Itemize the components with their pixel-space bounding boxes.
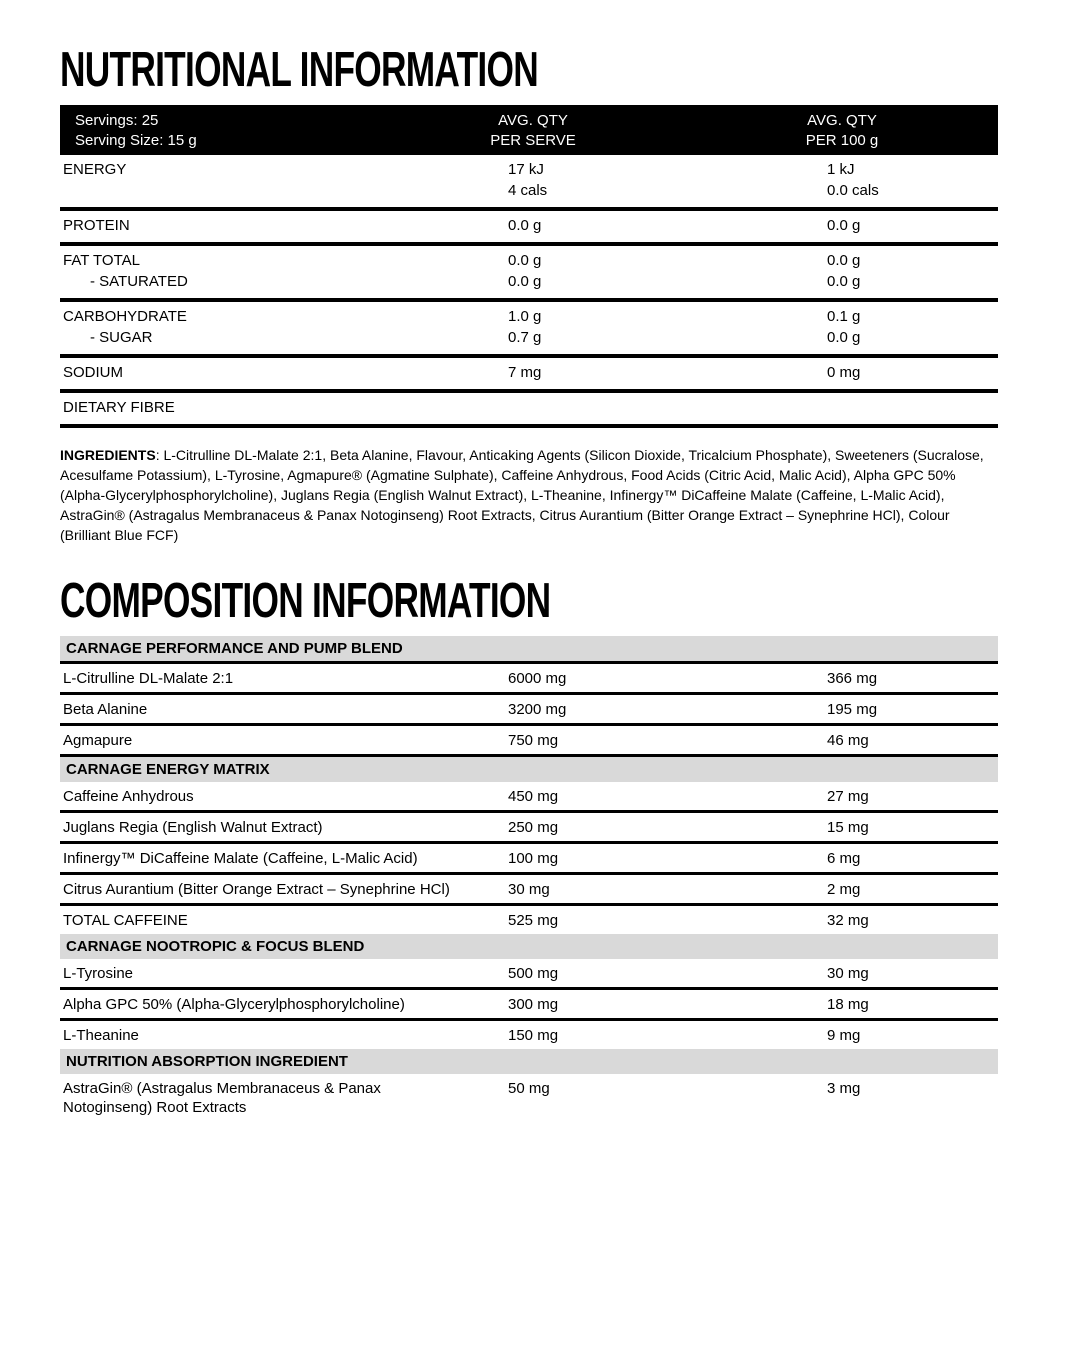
row-label bbox=[60, 250, 508, 292]
per-100g-value: 2 mg bbox=[827, 881, 861, 898]
per-serve-line2: PER SERVE bbox=[490, 132, 576, 149]
ingredient-label: Juglans Regia (English Walnut Extract) bbox=[63, 819, 323, 836]
row-per-serve bbox=[508, 397, 827, 418]
per-100g-value: 3 mg bbox=[827, 1080, 861, 1097]
ingredient-label: L-Theanine bbox=[63, 1027, 139, 1044]
col-header-per-serve bbox=[490, 111, 576, 151]
row-per-100g: 0.0 g bbox=[827, 217, 861, 234]
value: 0.0 g bbox=[508, 273, 542, 290]
composition-row bbox=[60, 875, 998, 903]
col-header-per-100g bbox=[806, 111, 879, 151]
section-header-nootropic-focus-blend: CARNAGE NOOTROPIC & FOCUS BLEND bbox=[60, 934, 998, 959]
composition-row-astragin bbox=[60, 1074, 998, 1121]
nutrition-row-fat bbox=[60, 246, 998, 298]
ingredients-paragraph bbox=[60, 445, 998, 545]
ingredient-label: Citrus Aurantium (Bitter Orange Extract – Synephrine HCl) bbox=[63, 881, 450, 898]
value: 0.0 g bbox=[827, 273, 861, 290]
ingredient-label: Beta Alanine bbox=[63, 701, 148, 718]
section-header-nutrition-absorption: NUTRITION ABSORPTION INGREDIENT bbox=[60, 1049, 998, 1074]
sub-label-line: - SUGAR bbox=[90, 329, 153, 346]
row-per-serve bbox=[508, 306, 827, 348]
composition-table bbox=[60, 636, 998, 1121]
per-serve-value: 150 mg bbox=[508, 1027, 559, 1044]
per-serve-value: 525 mg bbox=[508, 912, 559, 929]
per-serve-value: 30 mg bbox=[508, 881, 550, 898]
composition-row bbox=[60, 813, 998, 841]
row-label: SODIUM bbox=[63, 364, 123, 381]
ingredient-label: AstraGin® (Astragalus Membranaceus & Panax Notoginseng) Root Extracts bbox=[63, 1080, 381, 1116]
servings-text: Servings: 25 bbox=[75, 112, 159, 129]
composition-row bbox=[60, 1021, 998, 1049]
per-serve-line1: AVG. QTY bbox=[498, 112, 568, 129]
composition-row bbox=[60, 782, 998, 810]
ingredients-text: : L-Citrulline DL-Malate 2:1, Beta Alanine, Flavour, Anticaking Agents (Silicon Dioxide, Tricalcium Phosphate), Sweeteners (Sucralose, Acesulfame Potassium), L-Tyrosine, Agmapure® (Agmatine Sulphate), Caffeine Anhydrous, Food Acids (Citric Acid, Malic Acid), Alpha GPC 50% (Alpha-Glycerylphosphorylcholine), Juglans Regia (English Walnut Extract), L-Theanine, Infinergy™ DiCaffeine Malate (Caffeine, L-Malic Acid), AstraGin® (Astragalus Membranaceus & Panax Notoginseng) Root Extracts, Citrus Aurantium (Bitter Orange Extract – Synephrine HCl), Colour (Brilliant Blue FCF) bbox=[60, 447, 984, 543]
per-serve-value: 3200 mg bbox=[508, 701, 567, 718]
nutrition-row-energy bbox=[60, 155, 998, 207]
value: 0.0 g bbox=[508, 252, 542, 269]
label-line: FAT TOTAL bbox=[63, 252, 140, 269]
value: 0.0 cals bbox=[827, 182, 879, 199]
row-per-serve bbox=[508, 159, 827, 201]
composition-heading bbox=[60, 574, 998, 628]
per-100g-value: 46 mg bbox=[827, 732, 869, 749]
row-per-100g bbox=[827, 250, 998, 292]
row-per-serve bbox=[508, 250, 827, 292]
value: 4 cals bbox=[508, 182, 548, 199]
composition-row bbox=[60, 959, 998, 987]
value: 1 kJ bbox=[827, 161, 855, 178]
per-100g-value: 18 mg bbox=[827, 996, 869, 1013]
row-per-serve: 7 mg bbox=[508, 364, 542, 381]
composition-row bbox=[60, 726, 998, 754]
row-label: PROTEIN bbox=[63, 217, 130, 234]
per-100g-value: 27 mg bbox=[827, 788, 869, 805]
composition-row bbox=[60, 695, 998, 723]
nutrition-row-dietary-fibre bbox=[60, 393, 998, 424]
ingredient-label: Alpha GPC 50% (Alpha-Glycerylphosphorylcholine) bbox=[63, 996, 405, 1013]
per-100g-value: 30 mg bbox=[827, 965, 869, 982]
value: 1.0 g bbox=[508, 308, 542, 325]
section-header-energy-matrix: CARNAGE ENERGY MATRIX bbox=[60, 757, 998, 782]
row-per-100g: 0 mg bbox=[827, 364, 861, 381]
row-per-100g bbox=[827, 397, 998, 418]
per-serve-value: 6000 mg bbox=[508, 670, 567, 687]
per-100g-line2: PER 100 g bbox=[805, 132, 879, 149]
per-serve-value: 500 mg bbox=[508, 965, 559, 982]
ingredient-label: Agmapure bbox=[63, 732, 133, 749]
label-line: CARBOHYDRATE bbox=[63, 308, 187, 325]
nutrition-table-header bbox=[60, 105, 998, 155]
per-100g-value: 15 mg bbox=[827, 819, 869, 836]
nutrition-row-sodium bbox=[60, 358, 998, 389]
per-100g-value: 6 mg bbox=[827, 850, 861, 867]
per-100g-value: 9 mg bbox=[827, 1027, 861, 1044]
ingredient-label: L-Tyrosine bbox=[63, 965, 134, 982]
value: 0.0 g bbox=[827, 329, 861, 346]
ingredient-label: L-Citrulline DL-Malate 2:1 bbox=[63, 670, 234, 687]
per-serve-value: 750 mg bbox=[508, 732, 559, 749]
per-100g-value: 366 mg bbox=[827, 670, 878, 687]
value: 17 kJ bbox=[508, 161, 544, 178]
ingredient-label: Infinergy™ DiCaffeine Malate (Caffeine, L-Malic Acid) bbox=[63, 850, 418, 867]
section-header-performance-pump-blend: CARNAGE PERFORMANCE AND PUMP BLEND bbox=[60, 636, 998, 661]
ingredient-label: Caffeine Anhydrous bbox=[63, 788, 194, 805]
ingredients-label: INGREDIENTS bbox=[60, 447, 156, 463]
composition-row bbox=[60, 664, 998, 692]
row-label: ENERGY bbox=[63, 161, 127, 178]
per-serve-value: 100 mg bbox=[508, 850, 559, 867]
row-per-100g bbox=[827, 306, 998, 348]
nutrition-heading bbox=[60, 43, 998, 97]
serving-info bbox=[75, 111, 197, 151]
per-100g-value: 195 mg bbox=[827, 701, 878, 718]
per-serve-value: 300 mg bbox=[508, 996, 559, 1013]
ingredient-label: TOTAL CAFFEINE bbox=[63, 912, 188, 929]
row-per-serve: 0.0 g bbox=[508, 217, 542, 234]
nutrition-row-protein bbox=[60, 211, 998, 242]
per-serve-value: 50 mg bbox=[508, 1080, 550, 1097]
composition-row-total-caffeine bbox=[60, 906, 998, 934]
value: 0.0 g bbox=[827, 252, 861, 269]
composition-heading-text: COMPOSITION INFORMATION bbox=[60, 574, 551, 628]
row-divider bbox=[60, 424, 998, 428]
value: 0.7 g bbox=[508, 329, 542, 346]
serving-size-text: Serving Size: 15 g bbox=[75, 132, 197, 149]
value: 0.1 g bbox=[827, 308, 861, 325]
row-label bbox=[60, 306, 508, 348]
row-label: DIETARY FIBRE bbox=[63, 399, 175, 416]
per-serve-value: 250 mg bbox=[508, 819, 559, 836]
composition-row bbox=[60, 844, 998, 872]
row-per-100g bbox=[827, 159, 998, 201]
per-serve-value: 450 mg bbox=[508, 788, 559, 805]
composition-row bbox=[60, 990, 998, 1018]
nutrition-heading-text: NUTRITIONAL INFORMATION bbox=[60, 43, 538, 97]
sub-label-line: - SATURATED bbox=[90, 273, 188, 290]
nutrition-table bbox=[60, 105, 998, 428]
per-100g-value: 32 mg bbox=[827, 912, 869, 929]
per-100g-line1: AVG. QTY bbox=[807, 112, 877, 129]
nutrition-row-carbohydrate bbox=[60, 302, 998, 354]
